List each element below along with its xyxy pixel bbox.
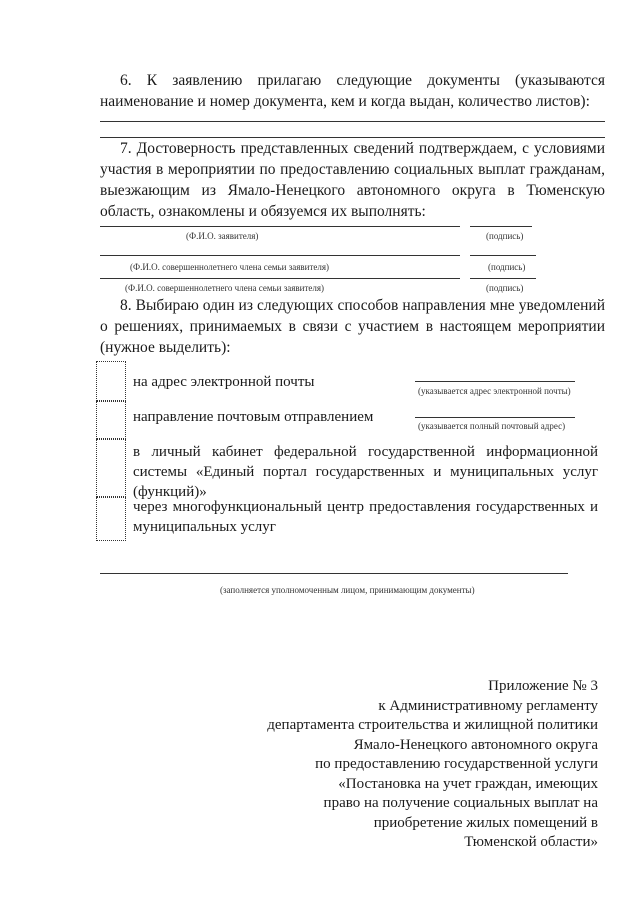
official-line[interactable]: [100, 573, 568, 574]
family-member-name-caption-2: (Ф.И.О. совершеннолетнего члена семьи заявителя): [125, 283, 325, 293]
family-member-name-line-2[interactable]: [100, 278, 460, 279]
postal-address-line[interactable]: [415, 417, 575, 418]
family-member-signature-caption: (подпись): [488, 262, 526, 272]
appendix-line: по предоставлению государственной услуги: [315, 756, 598, 772]
applicant-name-caption: (Ф.И.О. заявителя): [186, 231, 259, 241]
option-post-label: направление почтовым отправлением: [133, 409, 374, 425]
section-6-text: 6. К заявлению прилагаю следующие документы (указываются наименование и номер документа, кем и когда выдан, количество листов):: [100, 72, 605, 110]
section-7-text: 7. Достоверность представленных сведений подтверждаем, с условиями участия в мероприятии по предоставлению социальных выплат гражданам, выезжающим из Ямало-Ненецкого автономного округа в Тюменскую область, ознакомлены и обязуемся их выполнять:: [100, 140, 605, 220]
option-mfc-label: через многофункциональный центр предоставления государственных и муниципальных услуг: [133, 499, 598, 535]
email-address-caption: (указывается адрес электронной почты): [418, 386, 571, 396]
option-post-checkbox[interactable]: [96, 401, 126, 439]
option-portal-checkbox[interactable]: [96, 439, 126, 497]
option-mfc-checkbox[interactable]: [96, 497, 126, 541]
appendix-line: департамента строительства и жилищной политики: [267, 717, 598, 733]
documents-line-1[interactable]: [100, 121, 605, 122]
appendix-header: [267, 677, 598, 853]
appendix-line: приобретение жилых помещений в: [373, 814, 598, 831]
family-member-name-line[interactable]: [100, 255, 460, 256]
appendix-line: Тюменской области»: [464, 834, 598, 850]
appendix-line: Ямало-Ненецкого автономного округа: [353, 736, 598, 753]
applicant-name-line[interactable]: [100, 226, 460, 227]
appendix-line: к Административному регламенту: [378, 697, 598, 714]
family-member-signature-caption-2: (подпись): [486, 283, 524, 293]
family-member-name-caption: (Ф.И.О. совершеннолетнего члена семьи заявителя): [130, 262, 330, 272]
family-member-signature-line[interactable]: [470, 255, 536, 256]
section-8-text: 8. Выбираю один из следующих способов направления мне уведомлений о решениях, принимаемых в связи с участием в настоящем мероприятии (нужное выделить):: [100, 297, 605, 356]
option-portal-label: в личный кабинет федеральной государственной информационной системы «Единый портал государственных и муниципальных услуг (функций)»: [133, 444, 598, 500]
email-address-line[interactable]: [415, 381, 575, 382]
appendix-line: Приложение № 3: [488, 678, 598, 694]
official-caption: (заполняется уполномоченным лицом, принимающим документы): [220, 585, 475, 595]
option-email-checkbox[interactable]: [96, 361, 126, 401]
option-email-label: на адрес электронной почты: [133, 374, 315, 390]
family-member-signature-line-2[interactable]: [470, 278, 536, 279]
applicant-signature-line[interactable]: [470, 226, 532, 227]
appendix-line: право на получение социальных выплат на: [323, 795, 598, 811]
postal-address-caption: (указывается полный почтовый адрес): [418, 421, 566, 431]
applicant-signature-caption: (подпись): [486, 231, 524, 241]
appendix-line: «Постановка на учет граждан, имеющих: [338, 775, 598, 792]
